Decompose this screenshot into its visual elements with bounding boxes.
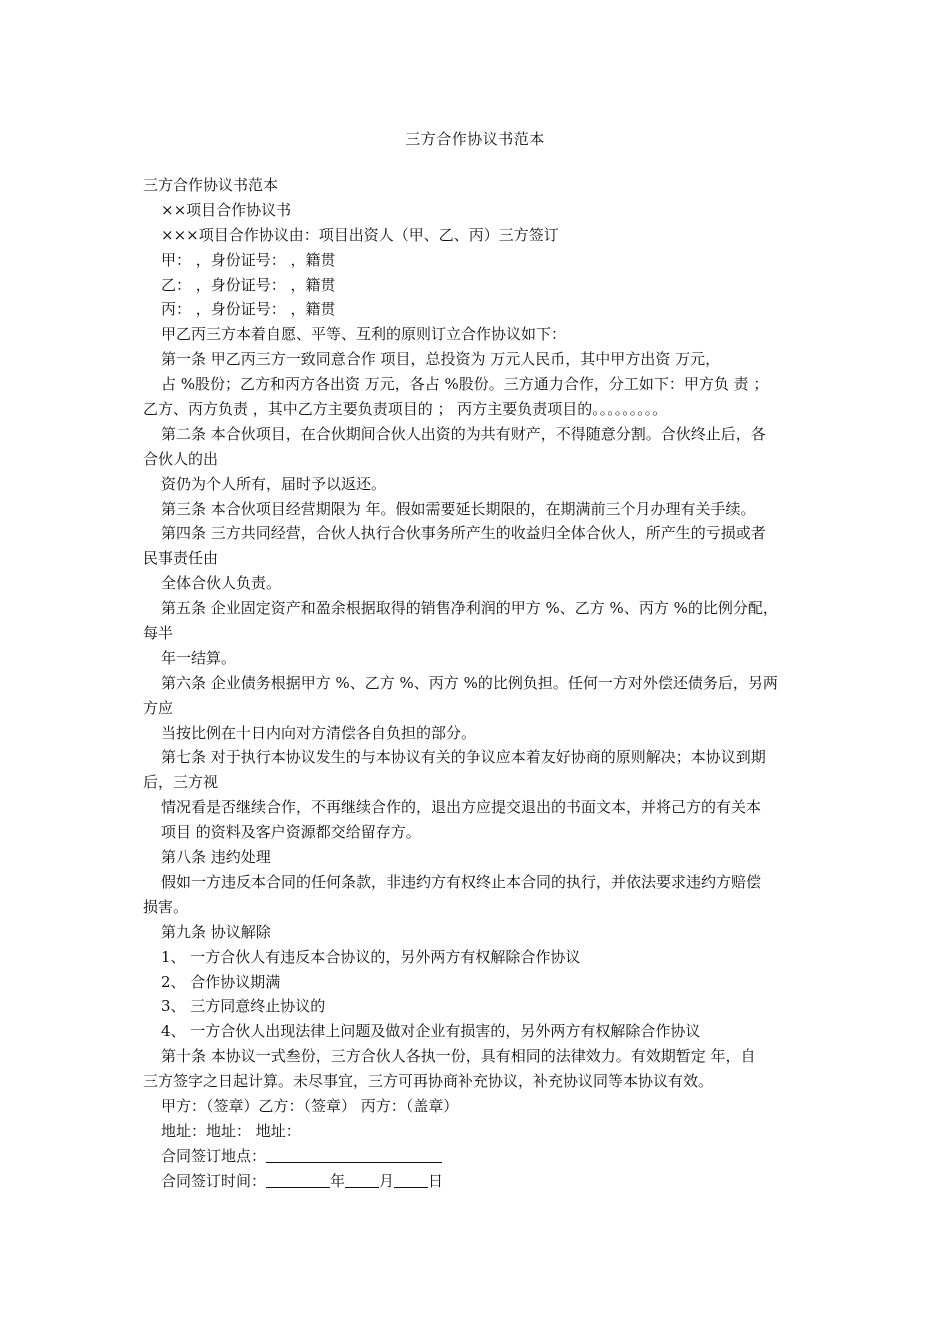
document-line: 4、 一方合伙人出现法律上问题及做对企业有损害的，另外两方有权解除合作协议 [161, 1022, 701, 1041]
document-line: ××项目合作协议书 [161, 200, 292, 219]
document-line: 地址：地址： 地址： [161, 1121, 301, 1140]
document-line: 合伙人的出 [143, 449, 219, 468]
document-line: 每半 [143, 624, 174, 643]
document-line: 假如一方违反本合同的任何条款，非违约方有权终止本合同的执行，并依法要求违约方赔偿 [161, 872, 762, 891]
document-line: 情况看是否继续合作，不再继续合作的，退出方应提交退出的书面文本，并将己方的有关本 [161, 798, 762, 817]
document-line: 年一结算。 [161, 648, 237, 667]
document-line: 三方签字之日起计算。未尽事宜，三方可再协商补充协议，补充协议同等本协议有效。 [143, 1072, 714, 1091]
document-line: 后，三方视 [143, 773, 219, 792]
document-line: 第四条 三方共同经营，合伙人执行合伙事务所产生的收益归全体合伙人，所产生的亏损或者 [161, 524, 766, 543]
document-line: 1、 一方合伙人有违反本合协议的，另外两方有权解除合作协议 [161, 947, 581, 966]
document-line: 第八条 违约处理 [161, 848, 271, 867]
sign-place-blank [266, 1147, 442, 1163]
document-line: 2、 合作协议期满 [161, 972, 281, 991]
year-label: 年 [330, 1171, 346, 1190]
month-blank [345, 1172, 379, 1188]
document-line: ×××项目合作协议由：项目出资人（甲、乙、丙）三方签订 [161, 225, 559, 244]
document-line: 三方合作协议书范本 [143, 176, 279, 194]
sign-place-line [143, 1144, 815, 1169]
document-line: 当按比例在十日内向对方清偿各自负担的部分。 [161, 723, 477, 742]
document-line: 项目 的资料及客户资源都交给留存方。 [161, 823, 421, 842]
document-line: 第一条 甲乙丙三方一致同意合作 项目，总投资为 万元人民币，其中甲方出资 万元， [161, 350, 721, 369]
document-line: 第五条 企业固定资产和盈余根据取得的销售净利润的甲方 %、乙方 %、丙方 %的比例分配， [161, 599, 778, 618]
document-line: 乙： ，身份证号： ，籍贯 [161, 275, 336, 294]
document-line: 第九条 协议解除 [161, 922, 271, 941]
document-line: 损害。 [143, 897, 189, 916]
document-line: 民事责任由 [143, 549, 219, 568]
sign-place-label: 合同签订地点： [161, 1146, 267, 1165]
document-line: 甲： ，身份证号： ，籍贯 [161, 250, 336, 269]
document-line: 丙： ，身份证号： ，籍贯 [161, 300, 336, 319]
document-title: 三方合作协议书范本 [405, 130, 545, 148]
sign-time-line [143, 1169, 815, 1194]
document-body [143, 173, 815, 1194]
document-line: 甲方：（签章）乙方：（签章） 丙方：（盖章） [161, 1096, 459, 1115]
document-line: 第七条 对于执行本协议发生的与本协议有关的争议应本着友好协商的原则解决；本协议到期 [161, 748, 766, 767]
document-line: 占 %股份；乙方和丙方各出资 万元，各占 %股份。三方通力合作，分工如下：甲方负 责 ； [161, 375, 769, 394]
sign-time-label: 合同签订时间： [161, 1171, 267, 1190]
document-line: 3、 三方同意终止协议的 [161, 997, 326, 1016]
month-label: 月 [379, 1171, 395, 1190]
document-line: 第三条 本合伙项目经营期限为 年。假如需要延长期限的，在期满前三个月办理有关手续。 [161, 499, 756, 518]
day-blank [394, 1172, 428, 1188]
day-label: 日 [428, 1171, 444, 1190]
document-line: 全体合伙人负责。 [161, 574, 282, 593]
document-line: 资仍为个人所有，届时予以返还。 [161, 474, 387, 493]
document-line: 第六条 企业债务根据甲方 %、乙方 %、丙方 %的比例负担。任何一方对外偿还债务后，另两 [161, 673, 778, 692]
document-line: 乙方、丙方负责 ，其中乙方主要负责项目的 ； 丙方主要负责项目的。。。。。。。。。 [143, 400, 668, 419]
document-line: 甲乙丙三方本着自愿、平等、互利的原则订立合作协议如下： [161, 325, 567, 344]
document-line: 第二条 本合伙项目，在合伙期间合伙人出资的为共有财产，不得随意分割。合伙终止后，各 [161, 424, 766, 443]
document-line: 第十条 本协议一式叁份，三方合伙人各执一份，具有相同的法律效力。有效期暂定 年，自 [161, 1047, 756, 1066]
document-line: 方应 [143, 698, 174, 717]
year-blank [266, 1172, 330, 1188]
